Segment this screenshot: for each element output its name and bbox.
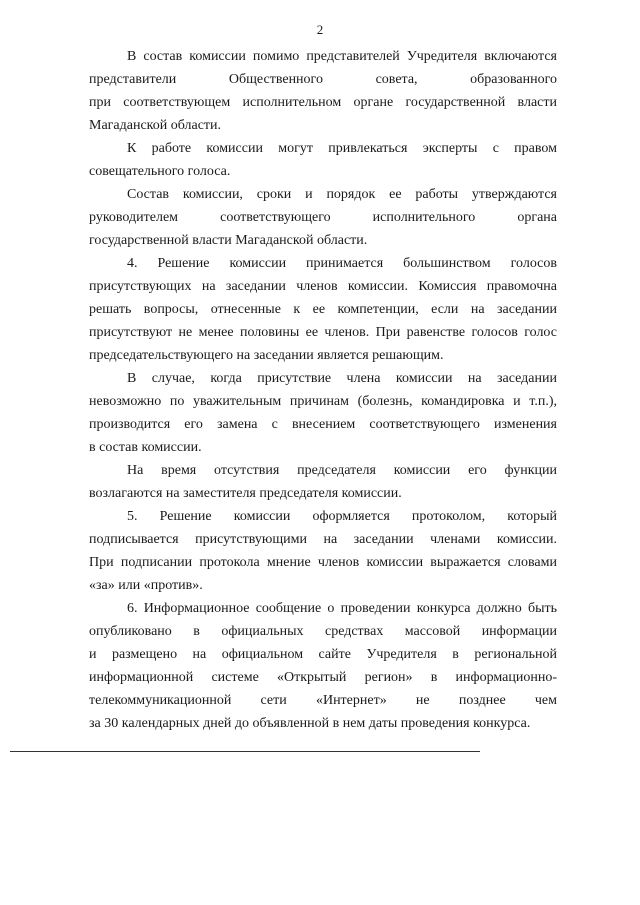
paragraph	[89, 367, 557, 459]
text-line: в состав комиссии.	[89, 440, 202, 455]
text-line: невозможно по уважительным причинам (болезнь, командировка и т.п.),	[89, 394, 557, 409]
document-body	[89, 45, 557, 735]
text-line: К работе комиссии могут привлекаться эксперты с правом	[127, 141, 557, 156]
paragraph	[89, 459, 557, 505]
text-line: «за» или «против».	[89, 578, 203, 593]
text-line: присутствующих на заседании членов комиссии. Комиссия правомочна	[89, 279, 557, 294]
paragraph	[89, 597, 557, 735]
text-line: На время отсутствия председателя комиссии его функции	[127, 463, 557, 478]
text-line: совещательного голоса.	[89, 164, 231, 179]
text-line: и размещено на официальном сайте Учредителя в региональной	[89, 647, 557, 662]
page-number: 2	[316, 22, 324, 37]
text-line: возлагаются на заместителя председателя комиссии.	[89, 486, 402, 501]
paragraph	[89, 183, 557, 252]
text-line: представители Общественного совета, образованного	[89, 72, 557, 87]
text-line: Состав комиссии, сроки и порядок ее работы утверждаются	[127, 187, 557, 202]
text-line: В случае, когда присутствие члена комиссии на заседании	[127, 371, 557, 386]
footer-rule	[10, 751, 480, 752]
text-line: государственной власти Магаданской области.	[89, 233, 368, 248]
text-line: производится его замена с внесением соответствующего изменения	[89, 417, 557, 432]
text-line: 6. Информационное сообщение о проведении конкурса должно быть	[127, 601, 557, 616]
text-line: информационной системе «Открытый регион» в информационно-	[89, 670, 557, 685]
text-line: решать вопросы, отнесенные к ее компетенции, если на заседании	[89, 302, 557, 317]
text-line: подписывается присутствующими на заседании членами комиссии.	[89, 532, 557, 547]
text-line: за 30 календарных дней до объявленной в нем даты проведения конкурса.	[89, 716, 531, 731]
paragraph	[89, 252, 557, 367]
text-line: 5. Решение комиссии оформляется протоколом, который	[127, 509, 557, 524]
paragraph	[89, 45, 557, 137]
text-line: опубликовано в официальных средствах массовой информации	[89, 624, 557, 639]
paragraph	[89, 505, 557, 597]
text-line: Магаданской области.	[89, 118, 222, 133]
text-line: 4. Решение комиссии принимается большинством голосов	[127, 256, 557, 271]
text-line: телекоммуникационной сети «Интернет» не позднее чем	[89, 693, 557, 708]
paragraph	[89, 137, 557, 183]
text-line: При подписании протокола мнение членов комиссии выражается словами	[89, 555, 557, 570]
text-line: В состав комиссии помимо представителей Учредителя включаются	[127, 49, 557, 64]
text-line: председательствующего на заседании является решающим.	[89, 348, 444, 363]
text-line: при соответствующем исполнительном органе государственной власти	[89, 95, 557, 110]
text-line: руководителем соответствующего исполнительного органа	[89, 210, 557, 225]
text-line: присутствуют не менее половины ее членов. При равенстве голосов голос	[89, 325, 557, 340]
